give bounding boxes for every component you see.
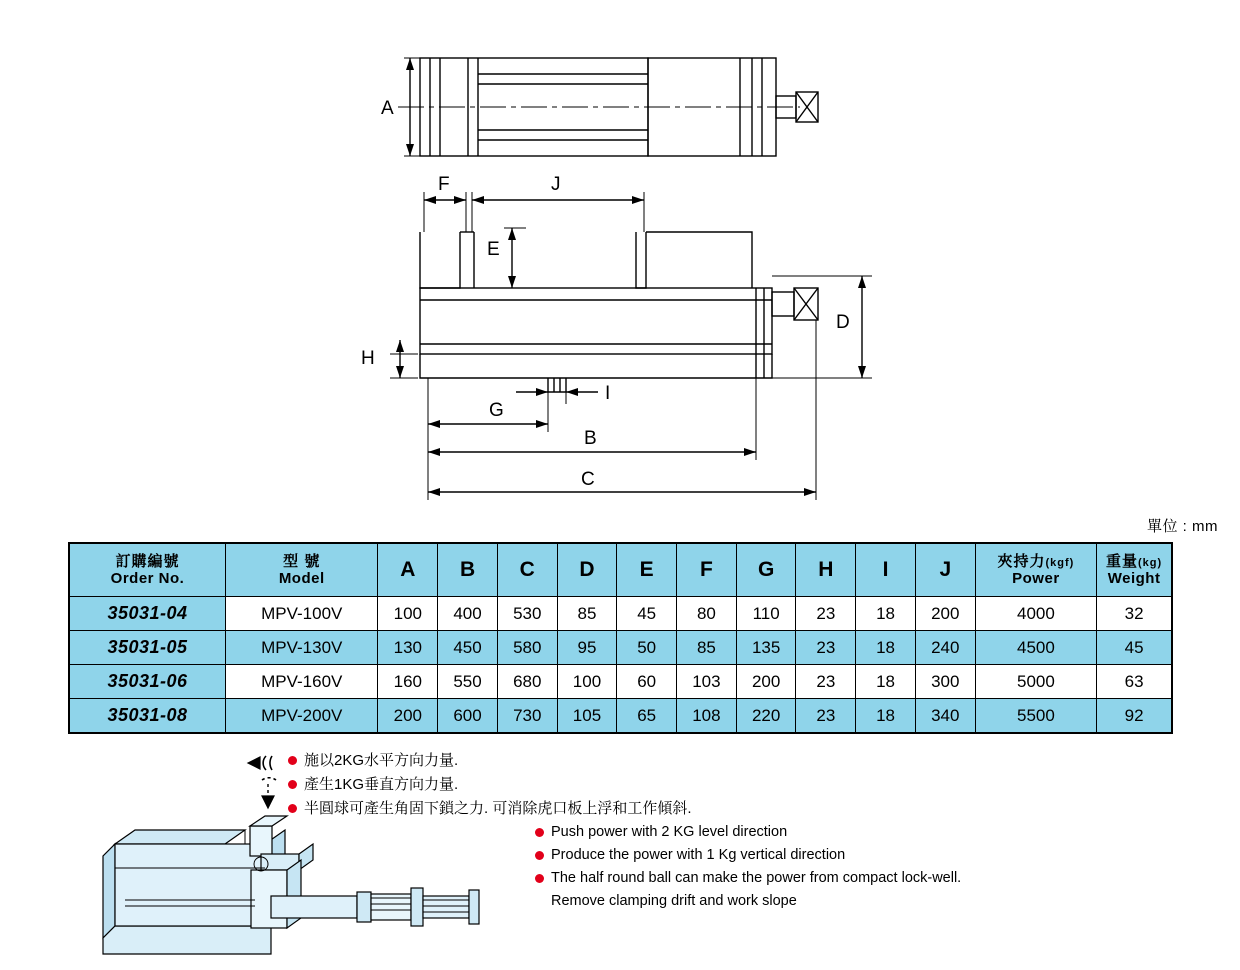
header-weight: 重量(kg) Weight [1097, 543, 1172, 597]
cell-dim-b: 600 [438, 699, 498, 734]
cell-dim-b: 550 [438, 665, 498, 699]
note-text: 半圓球可產生角固下鎖之力. 可消除虎口板上浮和工作傾斜. [304, 800, 692, 817]
cell-dim-c: 730 [497, 699, 557, 734]
cell-dim-d: 100 [557, 665, 617, 699]
notes-section [0, 750, 1240, 970]
cell-dim-h: 23 [796, 597, 856, 631]
cell-dim-f: 103 [677, 665, 737, 699]
note-text-continued: Remove clamping drift and work slope [551, 893, 797, 909]
cell-dim-i: 18 [856, 631, 916, 665]
cell-dim-d: 95 [557, 631, 617, 665]
bullet-dot-icon [288, 756, 297, 765]
table-row [69, 631, 1172, 665]
cell-dim-h: 23 [796, 699, 856, 734]
cell-dim-c: 530 [497, 597, 557, 631]
cell-dim-a: 130 [378, 631, 438, 665]
cell-dim-i: 18 [856, 699, 916, 734]
cell-weight: 32 [1097, 597, 1172, 631]
header-model: 型 號 Model [226, 543, 378, 597]
note-text: Produce the power with 1 Kg vertical direction [551, 847, 846, 863]
cell-dim-j: 200 [915, 597, 975, 631]
cell-dim-e: 60 [617, 665, 677, 699]
english-notes [535, 822, 1185, 912]
cell-order-no: 35031-04 [69, 597, 226, 631]
cell-model: MPV-160V [226, 665, 378, 699]
header-order-no: 訂購編號 Order No. [69, 543, 226, 597]
header-dim-h: H [796, 543, 856, 597]
cell-model: MPV-130V [226, 631, 378, 665]
table-header-row [69, 543, 1172, 597]
cell-dim-g: 200 [736, 665, 796, 699]
dim-label-B: B [584, 428, 597, 449]
header-dim-i: I [856, 543, 916, 597]
bullet-dot-icon [288, 780, 297, 789]
note-text: 施以2KG水平方向力量. [304, 752, 459, 769]
header-dim-e: E [617, 543, 677, 597]
cell-model: MPV-200V [226, 699, 378, 734]
cell-power: 5000 [975, 665, 1097, 699]
cell-dim-a: 200 [378, 699, 438, 734]
dim-label-H: H [361, 348, 375, 369]
cell-dim-d: 85 [557, 597, 617, 631]
cell-weight: 92 [1097, 699, 1172, 734]
header-dim-d: D [557, 543, 617, 597]
cell-order-no: 35031-05 [69, 631, 226, 665]
table-row [69, 699, 1172, 734]
header-dim-c: C [497, 543, 557, 597]
cell-dim-j: 300 [915, 665, 975, 699]
dim-label-D: D [836, 312, 850, 333]
note-text: The half round ball can make the power from compact lock-well. [551, 870, 962, 886]
spec-table [68, 542, 1173, 734]
cell-dim-d: 105 [557, 699, 617, 734]
cell-dim-h: 23 [796, 665, 856, 699]
vise-section-diagram [55, 808, 525, 968]
dim-label-E: E [487, 239, 500, 260]
cell-dim-j: 340 [915, 699, 975, 734]
note-item [535, 845, 1185, 866]
cell-dim-i: 18 [856, 665, 916, 699]
cell-dim-g: 220 [736, 699, 796, 734]
spec-table-container [68, 542, 1173, 734]
cell-dim-e: 45 [617, 597, 677, 631]
cell-weight: 63 [1097, 665, 1172, 699]
note-item [535, 868, 1185, 889]
header-dim-g: G [736, 543, 796, 597]
dim-label-C: C [581, 469, 595, 490]
cell-dim-a: 160 [378, 665, 438, 699]
table-row [69, 597, 1172, 631]
header-dim-b: B [438, 543, 498, 597]
note-text: Push power with 2 KG level direction [551, 824, 788, 840]
note-item [288, 750, 908, 772]
header-dim-j: J [915, 543, 975, 597]
dim-label-F: F [438, 174, 450, 195]
header-dim-f: F [677, 543, 737, 597]
cell-dim-b: 450 [438, 631, 498, 665]
dim-label-I: I [605, 383, 611, 404]
cell-power: 4000 [975, 597, 1097, 631]
unit-note: 單位 : mm [1147, 518, 1218, 535]
cell-dim-a: 100 [378, 597, 438, 631]
bullet-dot-icon [535, 851, 544, 860]
cell-dim-g: 110 [736, 597, 796, 631]
note-item [288, 774, 908, 796]
cell-order-no: 35031-06 [69, 665, 226, 699]
cell-dim-e: 50 [617, 631, 677, 665]
cell-dim-c: 680 [497, 665, 557, 699]
note-item [535, 822, 1185, 843]
cell-dim-b: 400 [438, 597, 498, 631]
cell-power: 5500 [975, 699, 1097, 734]
cell-dim-i: 18 [856, 597, 916, 631]
cell-dim-h: 23 [796, 631, 856, 665]
cell-dim-f: 80 [677, 597, 737, 631]
cell-dim-f: 108 [677, 699, 737, 734]
header-dim-a: A [378, 543, 438, 597]
cell-model: MPV-100V [226, 597, 378, 631]
bullet-dot-icon [535, 828, 544, 837]
note-text: 產生1KG垂直方向力量. [304, 776, 459, 793]
cell-power: 4500 [975, 631, 1097, 665]
cell-dim-f: 85 [677, 631, 737, 665]
header-power: 夾持力(kgf) Power [975, 543, 1097, 597]
dim-label-J: J [551, 174, 561, 195]
dim-label-G: G [489, 400, 504, 421]
dim-label-A: A [381, 98, 394, 119]
cell-order-no: 35031-08 [69, 699, 226, 734]
cell-dim-e: 65 [617, 699, 677, 734]
cell-dim-j: 240 [915, 631, 975, 665]
cell-weight: 45 [1097, 631, 1172, 665]
table-row [69, 665, 1172, 699]
cell-dim-c: 580 [497, 631, 557, 665]
bullet-dot-icon [535, 874, 544, 883]
cell-dim-g: 135 [736, 631, 796, 665]
